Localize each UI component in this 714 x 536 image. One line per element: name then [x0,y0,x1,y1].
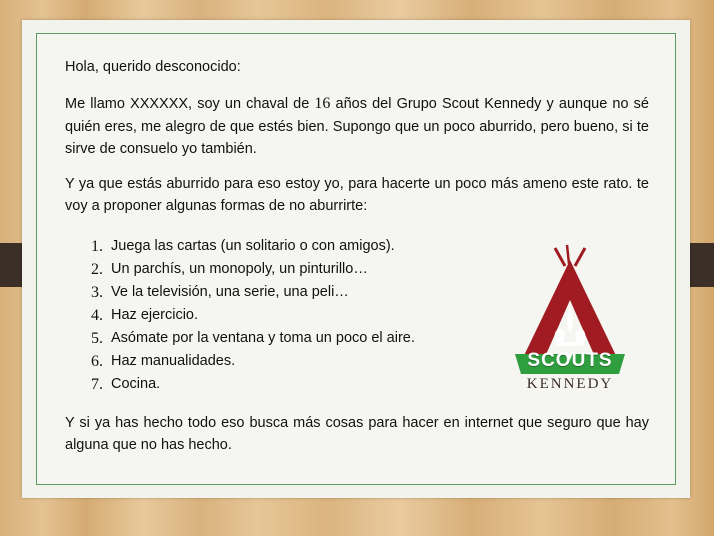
list-item: Un parchís, un monopoly, un pinturillo… [111,261,368,278]
list-item: Cocina. [111,375,161,392]
closing-paragraph: Y si ya has hecho todo eso busca más cosas para hacer en internet que seguro que hay alguna que no has hecho. [65,414,649,453]
list-item: Haz ejercicio. [111,307,199,324]
scouts-kennedy-logo [495,242,645,412]
list-item: Ve la televisión, una serie, una peli… [111,284,349,301]
list-item: Juega las cartas (un solitario o con amigos). [111,238,395,255]
list-item: Asómate por la ventana y toma un poco el aire. [111,330,415,347]
logo-word: SCOUTS [527,350,613,371]
list-item: Haz manualidades. [111,353,236,369]
paragraph-1-part-a: Me llamo XXXXXX, soy un chaval de [65,96,315,113]
paragraph-2: Y ya que estás aburrido para eso estoy yo, para hacerte un poco más ameno este rato. te voy a proponer algunas formas de no aburrirte: [65,176,649,215]
logo-subword: KENNEDY [526,376,614,392]
age-value: 16 [314,95,331,113]
paragraph-1 [65,92,649,160]
paragraph-1-part-b: años del Grupo Scout Kennedy y aunque no sé quién eres, me alegro de que estés bien. Supongo que un poco aburrido, pero bueno, si te sirve de consuelo yo también. [65,96,649,158]
greeting-text: Hola, querido desconocido: [65,59,241,75]
letter-card [22,20,690,498]
letter-card-border [36,33,676,485]
